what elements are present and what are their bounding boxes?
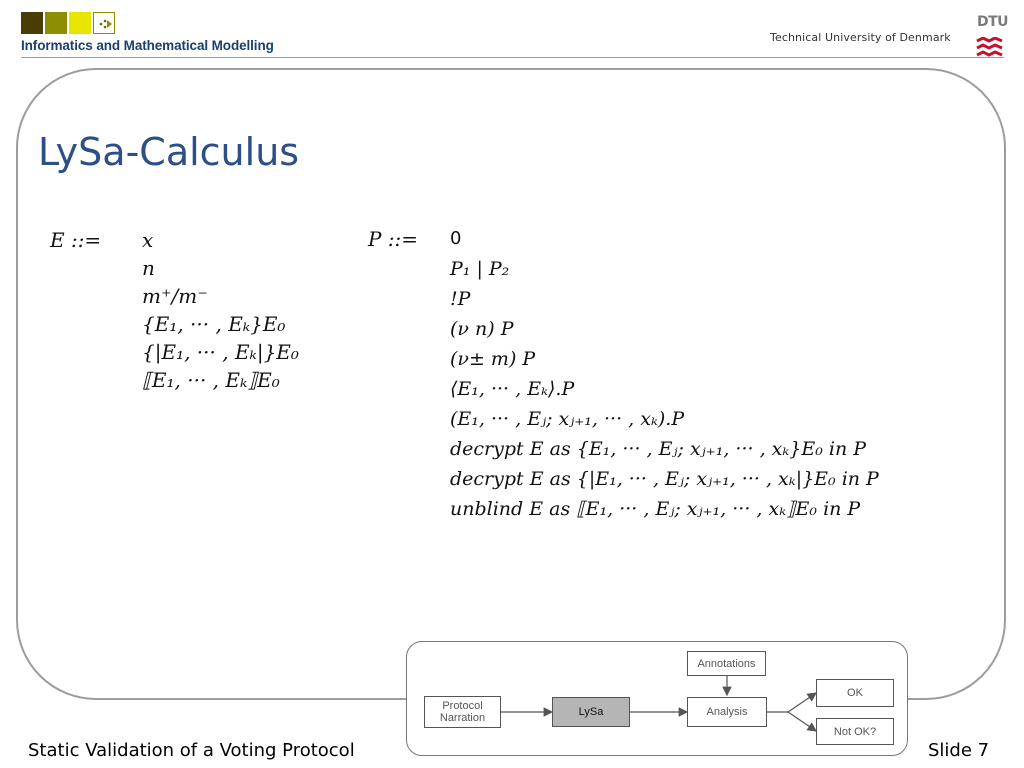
expr-rule: ⟦E₁, ··· , Eₖ⟧E₀	[142, 368, 280, 392]
ok-node: OK	[816, 679, 894, 707]
proc-rules	[450, 224, 879, 524]
page-title: LySa-Calculus	[38, 130, 300, 174]
protocol-narration-line1: Protocol	[442, 700, 483, 712]
proc-rule: decrypt E as {|E₁, ··· , Eⱼ; xⱼ₊₁, ··· , xₖ|}E₀ in P	[450, 468, 879, 490]
footer-title: Static Validation of a Voting Protocol	[28, 740, 355, 761]
department-name: Informatics and Mathematical Modelling	[21, 38, 274, 53]
header-divider	[21, 57, 1004, 58]
lysa-node: LySa	[552, 697, 630, 727]
not-ok-node: Not OK?	[816, 718, 894, 745]
proc-rule: P₁ | P₂	[450, 258, 510, 280]
logo-square-3	[69, 12, 91, 34]
protocol-narration-line2: Narration	[439, 712, 486, 724]
expr-rule: {E₁, ··· , Eₖ}E₀	[142, 312, 286, 336]
expr-lhs: E ::=	[50, 228, 102, 252]
expr-rules	[142, 226, 299, 394]
expr-rule: n	[142, 256, 155, 280]
protocol-narration-node	[424, 696, 501, 728]
proc-rule: (ν n) P	[450, 318, 514, 340]
arrow-icon	[94, 13, 116, 35]
proc-rule: decrypt E as {E₁, ··· , Eⱼ; xⱼ₊₁, ··· , xₖ}E₀ in P	[450, 438, 867, 460]
expr-rule: x	[142, 228, 154, 252]
university-name: Technical University of Denmark	[770, 31, 951, 44]
dtu-logo-icon	[975, 37, 1005, 61]
proc-rule: unblind E as ⟦E₁, ··· , Eⱼ; xⱼ₊₁, ··· , xₖ⟧E₀ in P	[450, 498, 861, 520]
dtu-logo-text: DTU	[977, 14, 1009, 30]
expr-rule: {|E₁, ··· , Eₖ|}E₀	[142, 340, 299, 364]
expr-rule: m⁺/m⁻	[142, 284, 208, 308]
flow-diagram	[406, 641, 908, 756]
proc-rule: (E₁, ··· , Eⱼ; xⱼ₊₁, ··· , xₖ).P	[450, 408, 685, 430]
proc-rule: (ν± m) P	[450, 348, 536, 370]
logo-square-4	[93, 12, 115, 34]
proc-lhs: P ::=	[368, 227, 419, 251]
proc-rule: ⟨E₁, ··· , Eₖ⟩.P	[450, 378, 575, 400]
slide-number: Slide 7	[928, 740, 990, 761]
logo-square-2	[45, 12, 67, 34]
analysis-node: Analysis	[687, 697, 767, 727]
proc-rule: 0	[450, 228, 462, 249]
annotations-node: Annotations	[687, 651, 766, 676]
proc-rule: !P	[450, 288, 471, 310]
logo-square-1	[21, 12, 43, 34]
